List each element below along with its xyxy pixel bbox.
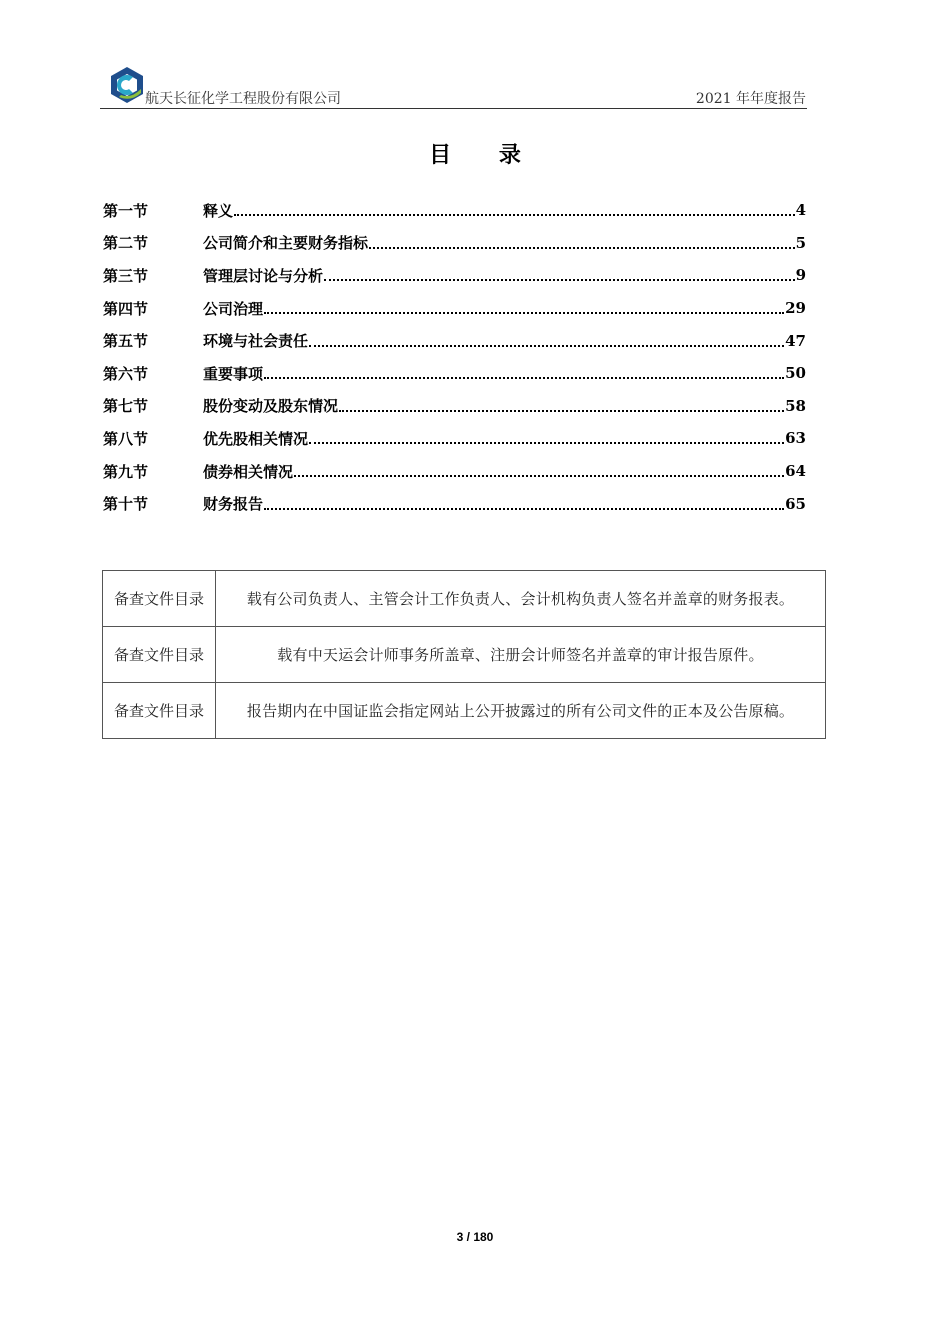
toc-entry[interactable]: [103, 487, 806, 520]
toc-section: 第五节: [103, 332, 149, 351]
reference-label: 备查文件目录: [103, 571, 216, 627]
toc-entry[interactable]: [103, 292, 806, 325]
toc-entry[interactable]: [103, 227, 806, 260]
toc-leader: [369, 247, 795, 249]
reference-content: 载有公司负责人、主管会计工作负责人、会计机构负责人签名并盖章的财务报表。: [216, 571, 826, 627]
toc-leader: [309, 345, 784, 347]
toc-leader: [339, 410, 784, 412]
toc-section: 第八节: [103, 429, 149, 448]
toc-page-number: 47: [785, 331, 806, 350]
report-title: 2021 年年度报告: [695, 91, 806, 107]
toc-section: 第四节: [103, 299, 149, 318]
toc-entry[interactable]: [103, 259, 806, 292]
toc-page-number: 63: [785, 429, 806, 448]
toc-entry[interactable]: [103, 324, 806, 357]
toc-entry[interactable]: [103, 422, 806, 455]
table-row: [103, 683, 826, 739]
toc-entry[interactable]: [103, 390, 806, 423]
reference-content: 报告期内在中国证监会指定网站上公开披露过的所有公司文件的正本及公告原稿。: [216, 683, 826, 739]
toc-section: 第一节: [103, 201, 149, 220]
table-row: [103, 627, 826, 683]
toc-section: 第二节: [103, 234, 149, 253]
reference-label: 备查文件目录: [103, 627, 216, 683]
toc-page-number: 9: [795, 266, 806, 285]
toc-leader: [294, 475, 784, 477]
company-logo: [107, 65, 147, 105]
toc-page-number: 58: [785, 396, 806, 415]
toc-title: 优先股相关情况: [203, 429, 309, 448]
toc-entry[interactable]: [103, 357, 806, 390]
toc-title: 重要事项: [203, 364, 264, 383]
toc-page-number: 50: [785, 364, 806, 383]
toc-leader: [324, 279, 795, 281]
toc-leader: [264, 312, 784, 314]
toc-title: 释义: [203, 201, 234, 220]
toc-leader: [264, 377, 784, 379]
reference-label: 备查文件目录: [103, 683, 216, 739]
page-number: 3 / 180: [456, 1230, 494, 1244]
table-row: [103, 571, 826, 627]
toc-page-number: 4: [795, 201, 806, 220]
toc-section: 第十节: [103, 495, 149, 514]
toc-page-number: 64: [785, 462, 806, 481]
toc-title: 环境与社会责任: [203, 332, 309, 351]
toc-title: 管理层讨论与分析: [203, 266, 324, 285]
toc-leader: [309, 442, 784, 444]
toc-section: 第六节: [103, 364, 149, 383]
toc-page-number: 29: [785, 299, 806, 318]
reference-content: 载有中天运会计师事务所盖章、注册会计师签名并盖章的审计报告原件。: [216, 627, 826, 683]
page-title: 目 录: [429, 142, 541, 168]
toc-section: 第七节: [103, 397, 149, 416]
company-name: 航天长征化学工程股份有限公司: [145, 91, 341, 107]
toc-title: 公司治理: [203, 299, 264, 318]
toc-entry[interactable]: [103, 194, 806, 227]
toc-page-number: 65: [785, 494, 806, 513]
toc-title: 公司简介和主要财务指标: [203, 234, 369, 253]
page-header: [100, 62, 807, 109]
toc-leader: [264, 508, 784, 510]
toc-section: 第三节: [103, 266, 149, 285]
reference-documents-table: [102, 570, 826, 739]
toc-leader: [234, 214, 795, 216]
table-of-contents: [103, 194, 806, 520]
toc-title: 债券相关情况: [203, 462, 294, 481]
toc-title: 股份变动及股东情况: [203, 397, 339, 416]
toc-title: 财务报告: [203, 495, 264, 514]
toc-page-number: 5: [795, 233, 806, 252]
toc-section: 第九节: [103, 462, 149, 481]
toc-entry[interactable]: [103, 455, 806, 488]
